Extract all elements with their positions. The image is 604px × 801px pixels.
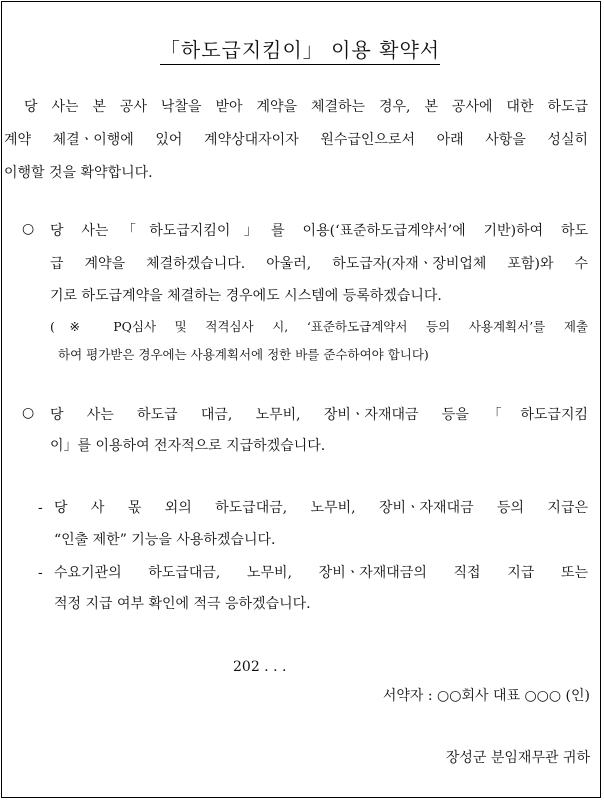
sub1-line-2: “인출 제한” 기능을 사용하겠습니다. [54,532,276,548]
item1-line-1: 당 사는「하도급지킴이」를 이용(‘표준하도급계약서’에 기반)하여 하도 [50,223,588,239]
intro-line-1: 당 사는 본 공사 낙찰을 받아 계약을 체결하는 경우, 본 공사에 대한 하도급 [24,99,588,115]
intro-line-2: 계약 체결ㆍ이행에 있어 계약상대자이자 원수급인으로서 아래 사항을 성실히 [4,132,588,148]
sub2-line-2: 적정 지급 여부 확인에 적극 응하겠습니다. [54,596,311,612]
item1-bullet: ○ [22,221,35,237]
document-frame [1,1,601,798]
sub2-line-1: 수요기관의 하도급대금, 노무비, 장비ㆍ자재대금의 직접 지급 또는 [54,565,588,581]
addressee: 장성군 분임재무관 귀하 [445,750,590,766]
item1-line-2: 급 계약을 체결하겠습니다. 아울러, 하도급자(자재ㆍ장비업체 포함)와 수 [50,256,588,272]
item1-line-3: 기로 하도급계약을 체결하는 경우에도 시스템에 등록하겠습니다. [50,288,442,304]
document-title: 「하도급지킴이」 이용 확약서 [0,34,600,63]
item1-note-2: 하여 평가받은 경우에는 사용계획서에 정한 바를 준수하여야 합니다) [58,347,429,362]
item2-line-2: 이」를 이용하여 전자적으로 지급하겠습니다. [50,438,326,454]
intro-line-3: 이행할 것을 확약합니다. [4,165,153,181]
signer-line: 서약자 : ○○회사 대표 ○○○ (인) [382,688,590,704]
item2-line-1: 당 사는 하도급 대금, 노무비, 장비ㆍ자재대금 등을「하도급지킴 [50,407,588,423]
item2-bullet: ○ [22,405,35,421]
item1-note-1: (※ PQ심사 및 적격심사 시, ‘표준하도급계약서 등의 사용계획서’를 제출 [50,319,588,334]
sub2-dash: - [38,565,43,581]
signing-date: 202 . . . [233,659,287,675]
sub1-dash: - [38,500,43,516]
sub1-line-1: 당 사 몫 외의 하도급대금, 노무비, 장비ㆍ자재대금 등의 지급은 [54,500,588,516]
